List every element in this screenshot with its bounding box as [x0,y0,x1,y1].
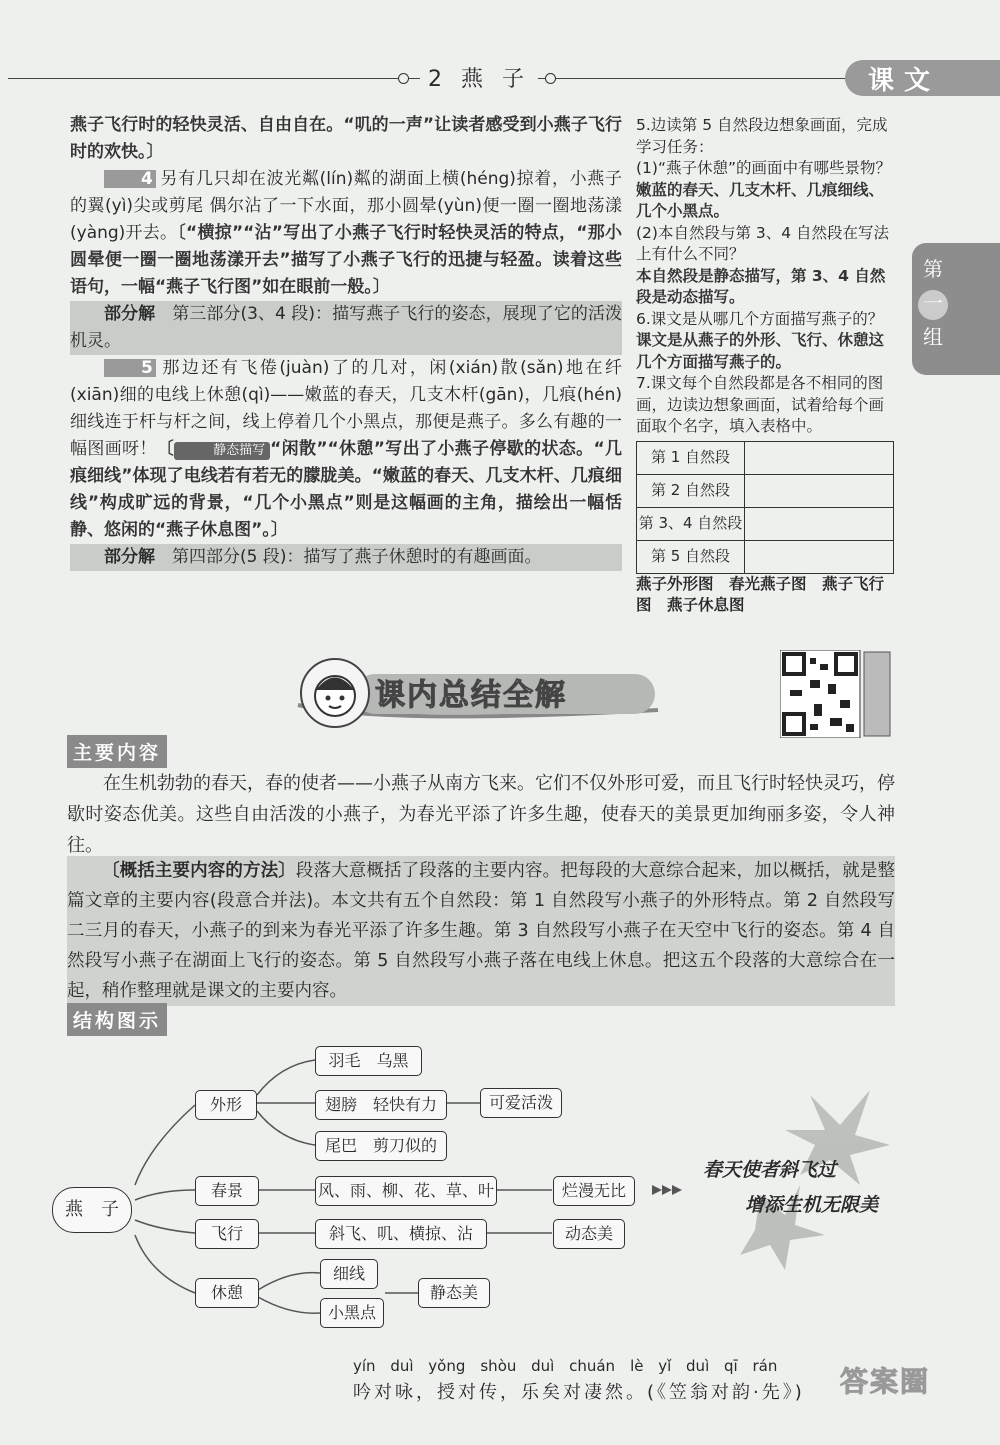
table-row [637,507,894,540]
question-5: 5.边读第 5 自然段边想象画面，完成学习任务： [636,116,888,156]
summary-method-paragraph [67,856,895,1006]
part-4-label: 部分解 [104,547,155,567]
part-3-analysis [70,301,622,355]
header-dot-left [398,73,409,84]
diagram-result-static: 静态美 [418,1278,490,1308]
table-cell-answer[interactable] [745,540,894,573]
cartoon-avatar-icon [300,658,370,728]
question-5-1: (1)“燕子休憩”的画面中有哪些景物？ [636,159,892,177]
paragraph-4-text: 另有几只却在波光粼(lín)粼的湖面上横(héng)掠着，小燕子的翼(yì)尖或剪尾 偶尔沾了一下水面，那小圆晕(yùn)便一圈一圈地荡漾(yàng)开去。 [70,169,622,243]
section-tab-label: 课文 [868,66,941,96]
unit-side-tab-mid: 一 [923,291,943,315]
footer-verse: 吟对咏，授对传，乐矣对凄然。(《笠翁对韵·先》) [353,1382,805,1403]
diagram-result-dynamic: 动态美 [553,1219,625,1249]
diagram-node-spring-scene: 风、雨、柳、花、草、叶 [315,1176,497,1206]
table-cell-label: 第 1 自然段 [637,441,745,474]
answer-5-2: 本自然段是静态描写，第 3、4 自然段是动态描写。 [636,266,886,306]
table-row [637,441,894,474]
question-column [636,115,898,616]
table-cell-label: 第 5 自然段 [637,540,745,573]
section-label-main-content: 主要内容 [67,735,167,768]
diagram-motto-line-1: 春天使者斜飞过 [703,1159,837,1181]
answer-5-1: 嫩蓝的春天、几支木杆、几痕细线、几个小黑点。 [636,180,885,220]
static-description-tag: 静态描写 [174,442,270,460]
diagram-node-black-dots: 小黑点 [320,1298,384,1328]
diagram-node-wings: 翅膀 轻快有力 [315,1090,447,1120]
part-3-label: 部分解 [104,304,156,324]
paragraph-number-4: 4 [104,170,156,188]
diagram-motto-line-2: 增添生机无限美 [745,1194,879,1216]
summary-method-text: 段落大意概括了段落的主要内容。把每段的大意综合起来，加以概括，就是整篇文章的主要内容(段意合并法)。本文共有五个自然段：第 1 自然段写小燕子的外形特点。第 2 自然段写二三月的春天，小燕子的到来为春光平添了许多生趣。第 3 自然段写小燕子在天空中飞行的姿态。第 4 自然段写小燕子在湖面上飞行的姿态。第 5 自然段写小燕子落在电线上休息。把这五个段落的大意综合在一起，稍作整理就是课文的主要内容。 [67,861,895,1001]
table-cell-answer[interactable] [745,474,894,507]
diagram-result-lovely: 可爱活泼 [480,1088,562,1118]
lesson-title: 2 燕 子 [420,62,538,93]
part-3-text: 第三部分(3、4 段)：描写燕子飞行的姿态，展现了它的活泼机灵。 [70,304,622,351]
paragraph-number-5: 5 [104,359,156,377]
diagram-branch-flight: 飞行 [195,1219,259,1249]
section-label-structure: 结构图示 [67,1003,167,1036]
header-dot-right [545,73,556,84]
paragraph-5-text: 那边还有飞倦(juàn)了的几对，闲(xián)散(sǎn)地在纤(xiān)细的电线上休憩(qì)——嫩蓝的春天，几支木杆(gān)，几痕(hén)细线连于杆与杆之间，线上停着几个小黑点，那便是燕子。多么有趣的一幅图画呀！ [70,358,622,459]
main-content-paragraph: 在生机勃勃的春天，春的使者——小燕子从南方飞来。它们不仅外形可爱，而且飞行时轻快灵巧，停歇时姿态优美。这些自由活泼的小燕子，为春光平添了许多生趣，使春天的美景更加绚丽多姿，令人神往。 [67,773,895,856]
qr-code-icon[interactable] [780,650,892,738]
part-4-text: 第四部分(5 段)：描写了燕子休憩时的有趣画面。 [172,547,542,567]
table-cell-label: 第 3、4 自然段 [637,507,745,540]
unit-side-tab-top: 第 [923,257,943,281]
diagram-branch-appearance: 外形 [195,1090,257,1120]
table-answer-caption: 燕子外形图 春光燕子图 燕子飞行图 燕子休息图 [636,574,885,614]
answer-6: 课文是从燕子的外形、飞行、休憩这几个方面描写燕子的。 [636,331,885,371]
paragraph-4-annotation: 〔“横掠”“沾”写出了小燕子飞行时轻快灵活的特点，“那小圆晕便一圈一圈地荡漾开去”描写了小燕子飞行的迅捷与轻盈。读着这些语句，一幅“燕子飞行图”如在眼前一般。〕 [70,223,622,297]
structure-diagram-lines [40,1035,960,1340]
paragraph-5-annotation: “闲散”“休憩”写出了小燕子停歇的状态。“几痕细线”体现了电线若有若无的朦胧美。“嫩蓝的春天、几支木杆、几痕细线”构成旷远的背景，“几个小黑点”则是这幅画的主角，描绘出一幅恬静、悠闲的“燕子休息图”。〕 [70,439,623,540]
footer-pinyin: yín duì yǒng shòu duì chuán lè yǐ duì qī rán [353,1357,778,1375]
diagram-node-thin-wire: 细线 [320,1259,378,1289]
table-cell-answer[interactable] [745,507,894,540]
table-cell-answer[interactable] [745,441,894,474]
watermark-logo: 答案圈 [840,1365,931,1398]
paragraph-4 [70,166,622,301]
picture-name-table [636,441,894,574]
summary-banner-title: 课内总结全解 [375,678,567,713]
part-4-analysis [70,544,622,571]
diagram-node-tail: 尾巴 剪刀似的 [315,1131,447,1161]
table-row [637,474,894,507]
question-5-2: (2)本自然段与第 3、4 自然段在写法上有什么不同？ [636,223,890,263]
table-cell-label: 第 2 自然段 [637,474,745,507]
diagram-root-node: 燕 子 [52,1187,132,1233]
summary-method-label: 〔概括主要内容的方法〕 [102,861,296,881]
diagram-node-feathers: 羽毛 乌黑 [315,1046,422,1076]
diagram-result-brilliant: 烂漫无比 [553,1176,635,1206]
diagram-branch-rest: 休憩 [195,1278,259,1308]
paragraph-5: 5 那边还有飞倦(juàn)了的几对，闲(xián)散(sǎn)地在纤(xiān)细的电线上休憩(qì)——嫩蓝的春天，几支木杆(gān)，几痕(hén)细线连于杆与杆之间，线上停着几个小黑点，那便是燕子。多么有趣的一幅图画呀！〔 静态描写 “闲散”“休憩”写出了小燕子停歇的状态。“几痕细线”体现了电线若有若无的朦胧美。“嫩蓝的春天、几支木杆、几痕细线”构成旷远的背景，“几个小黑点”则是这幅画的主角，描绘出一幅恬静、悠闲的“燕子休息图”。〕 [70,358,623,540]
table-row [637,540,894,573]
annotated-text-column [70,112,622,571]
annotation-p1: 燕子飞行时的轻快灵活、自由自在。“叽的一声”让读者感受到小燕子飞行时的欢快。〕 [70,115,622,162]
question-7: 7.课文每个自然段都是各不相同的图画，边读边想象画面，试着给每个画面取个名字，填入表格中。 [636,374,885,435]
diagram-node-flight-actions: 斜飞、叽、横掠、沾 [315,1219,487,1249]
question-6: 6.课文是从哪几个方面描写燕子的？ [636,309,884,328]
unit-side-tab-label [920,252,946,354]
diagram-branch-spring: 春景 [195,1176,259,1206]
unit-side-tab-bottom: 组 [923,325,943,349]
